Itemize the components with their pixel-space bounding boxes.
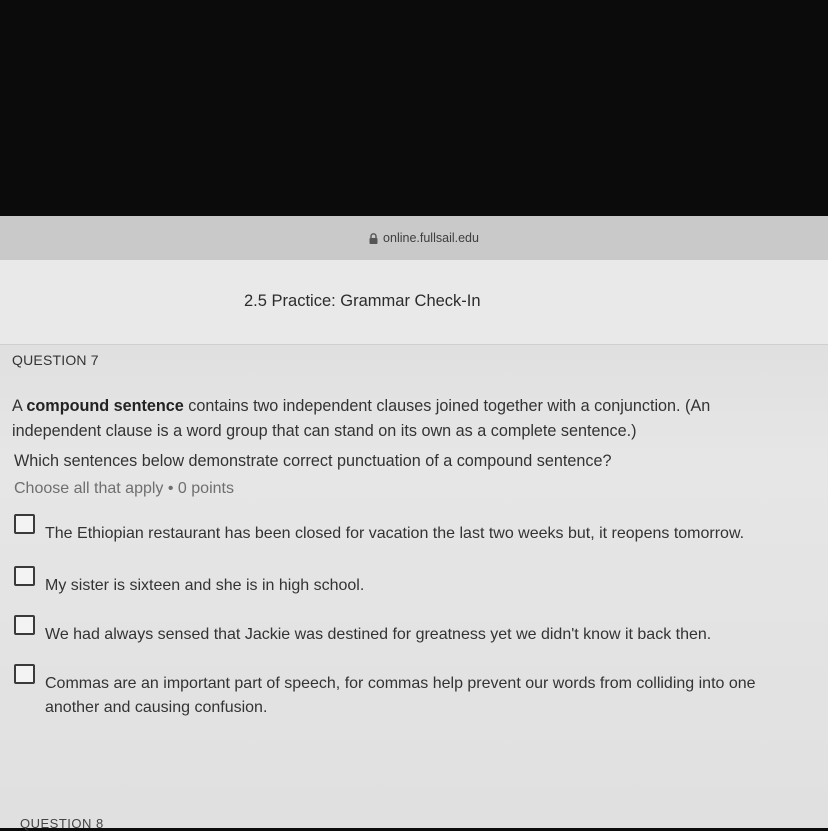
prompt-post: contains two independent clauses joined together with a conjunction. (An independent clause is a word group that can stand on its own as a complete sentence.) [12,397,711,440]
option-checkbox[interactable] [14,514,35,534]
page-header [0,260,828,345]
option-checkbox[interactable] [14,566,35,586]
url-display[interactable] [369,231,479,245]
browser-screen [0,216,828,831]
option-checkbox[interactable] [14,664,35,684]
page-title: 2.5 Practice: Grammar Check-In [244,292,481,310]
url-text: online.fullsail.edu [383,231,479,245]
lock-icon [369,233,378,244]
prompt-bold-term: compound sentence [26,397,184,415]
prompt-pre: A [12,397,27,415]
question-instruction: Which sentences below demonstrate correct punctuation of a compound sentence? [14,452,612,470]
option-text: We had always sensed that Jackie was destined for greatness yet we didn't know it back then. [45,626,712,643]
question-prompt [12,394,802,444]
option-text: Commas are an important part of speech, for commas help prevent our words from colliding into one another and causing confusion. [45,675,756,716]
option-checkbox[interactable] [14,615,35,635]
answer-option[interactable] [14,566,814,598]
answer-option[interactable] [14,664,814,720]
next-question-label: QUESTION 8 [20,816,104,831]
apply-note: Choose all that apply • 0 points [14,480,234,497]
option-text: My sister is sixteen and she is in high school. [45,577,365,594]
answer-option[interactable] [14,615,814,647]
option-text: The Ethiopian restaurant has been closed for vacation the last two weeks but, it reopens tomorrow. [45,525,745,542]
address-bar[interactable] [0,216,828,261]
answer-option[interactable] [14,514,814,546]
question-number: QUESTION 7 [12,352,99,368]
